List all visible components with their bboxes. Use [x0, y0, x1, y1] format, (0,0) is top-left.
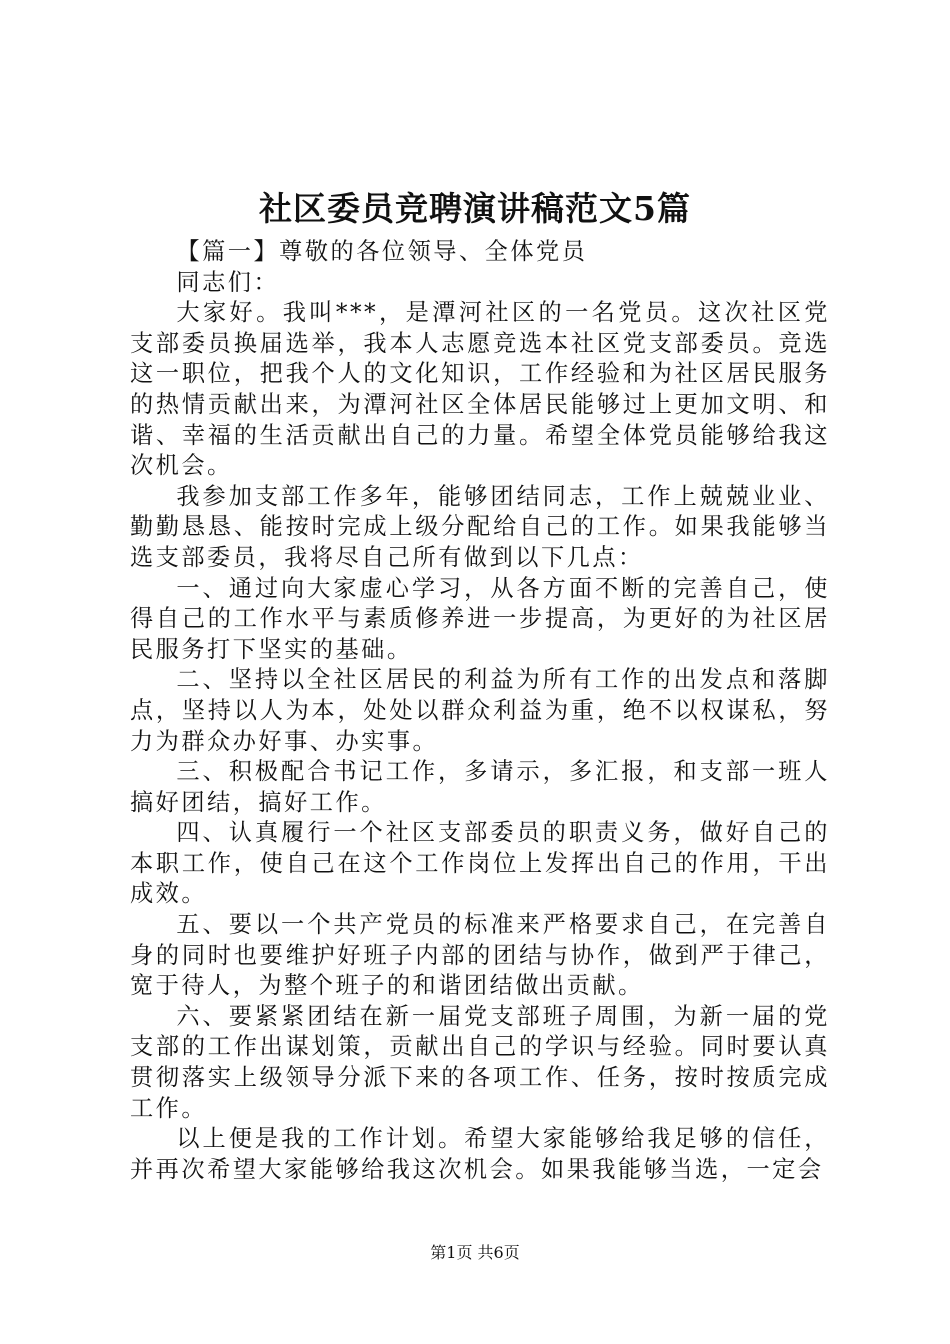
paragraph: 三、积极配合书记工作，多请示，多汇报，和支部一班人搞好团结，搞好工作。: [130, 758, 830, 816]
paragraph: 二、坚持以全社区居民的利益为所有工作的出发点和落脚点，坚持以人为本，处处以群众利益为重，绝不以权谋私，努力为群众办好事、办实事。: [130, 666, 830, 755]
paragraph: 六、要紧紧团结在新一届党支部班子周围，为新一届的党支部的工作出谋划策，贡献出自己的学识与经验。同时要认真贯彻落实上级领导分派下来的各项工作、任务，按时按质完成工作。: [130, 1002, 830, 1122]
paragraph: 四、认真履行一个社区支部委员的职责义务，做好自己的本职工作，使自己在这个工作岗位上发挥出自己的作用，干出成效。: [130, 819, 830, 908]
document-title: 社区委员竞聘演讲稿范文5篇: [259, 189, 691, 228]
paragraph-salutation: 同志们：: [176, 268, 280, 296]
document-body: [130, 237, 830, 1185]
paragraph: 我参加支部工作多年，能够团结同志，工作上兢兢业业、勤勤恳恳、能按时完成上级分配给自己的工作。如果我能够当选支部委员，我将尽自己所有做到以下几点：: [130, 482, 830, 571]
paragraph: 大家好。我叫***，是潭河社区的一名党员。这次社区党支部委员换届选举，我本人志愿竞选本社区党支部委员。竞选这一职位，把我个人的文化知识，工作经验和为社区居民服务的热情贡献出来，为潭河社区全体居民能够过上更加文明、和谐、幸福的生活贡献出自己的力量。希望全体党员能够给我这次机会。: [130, 299, 830, 480]
paragraph: 以上便是我的工作计划。希望大家能够给我足够的信任，并再次希望大家能够给我这次机会。如果我能够当选，一定会: [130, 1125, 830, 1183]
page-number-footer: 第1页 共6页: [430, 1243, 520, 1262]
paragraph: 五、要以一个共产党员的标准来严格要求自己，在完善自身的同时也要维护好班子内部的团结与协作，做到严于律己，宽于待人，为整个班子的和谐团结做出贡献。: [130, 911, 830, 1000]
paragraph-heading: 【篇一】尊敬的各位领导、全体党员: [176, 238, 588, 265]
paragraph: 一、通过向大家虚心学习，从各方面不断的完善自己，使得自己的工作水平与素质修养进一步提高，为更好的为社区居民服务打下坚实的基础。: [130, 574, 830, 663]
